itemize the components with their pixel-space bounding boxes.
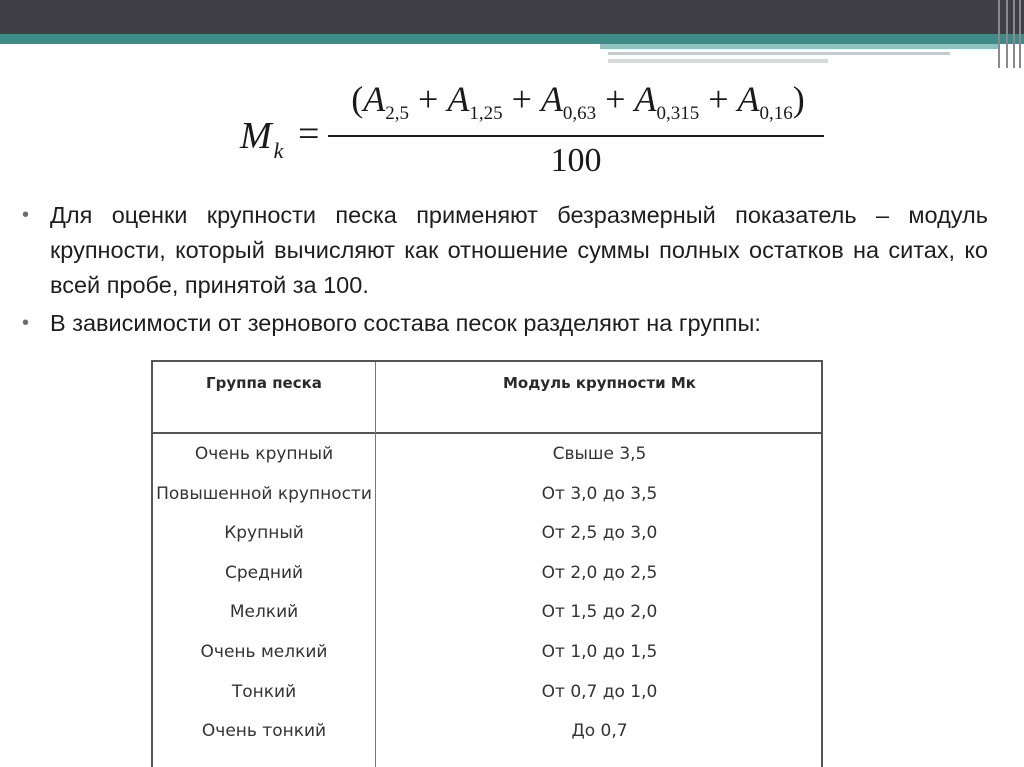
formula-term: $A_{1,25}$ xyxy=(447,79,503,125)
close-paren: ) xyxy=(792,79,805,119)
header-vertical-stripe xyxy=(1006,0,1008,68)
table-row xyxy=(153,563,821,603)
bullet-dot-icon: • xyxy=(22,204,30,226)
cell-modulus: От 2,0 до 2,5 xyxy=(541,563,658,583)
cell-group: Мелкий xyxy=(229,602,299,622)
plus-sign: + xyxy=(596,79,635,119)
cell-group: Крупный xyxy=(224,523,304,543)
cell-modulus: От 3,0 до 3,5 xyxy=(541,484,658,504)
fraction-line xyxy=(328,135,824,137)
table-row xyxy=(153,523,821,563)
formula-term: $A_{0,63}$ xyxy=(540,79,597,125)
header-line-gray xyxy=(608,52,950,55)
cell-modulus: От 0,7 до 1,0 xyxy=(541,682,658,702)
column-header-modulus: Модуль крупности Мк xyxy=(503,374,696,392)
cell-group: Средний xyxy=(224,563,304,583)
cell-group: Повышенной крупности xyxy=(156,484,372,504)
bullet-dot-icon: • xyxy=(22,312,30,334)
header-bar-dark xyxy=(0,0,1024,34)
cell-modulus: До 0,7 xyxy=(571,721,628,741)
formula-equals: = xyxy=(298,113,320,155)
header-bar-light-teal xyxy=(600,44,1000,49)
bullet-item: • Для оценки крупности песка применяют безразмерный показатель – модуль крупности, который вычисляют как отношение суммы полных остатков на ситах, ко всей пробе, принятой за 100. xyxy=(22,198,988,303)
header-line-gray-short xyxy=(608,59,828,63)
cell-group: Тонкий xyxy=(231,682,297,702)
fineness-modulus-formula xyxy=(240,78,820,188)
cell-modulus: Свыше 3,5 xyxy=(552,444,647,464)
cell-group: Очень мелкий xyxy=(200,642,328,662)
formula-denominator: 100 xyxy=(550,142,602,179)
formula-term: $A_{0,315}$ xyxy=(634,79,700,125)
table-row xyxy=(153,682,821,722)
table-row xyxy=(153,721,821,761)
table-row xyxy=(153,642,821,682)
bullet-item: • В зависимости от зернового состава песок разделяют на группы: xyxy=(22,306,988,341)
cell-group: Очень крупный xyxy=(194,444,334,464)
plus-sign: + xyxy=(502,79,541,119)
cell-modulus: От 1,5 до 2,0 xyxy=(541,602,658,622)
header-vertical-stripe xyxy=(998,0,1000,68)
sand-groups-table xyxy=(151,360,823,767)
plus-sign: + xyxy=(699,79,738,119)
header-vertical-stripe xyxy=(1019,0,1021,68)
column-header-group: Группа песка xyxy=(206,374,322,392)
formula-lhs: $M_k$ xyxy=(240,115,284,163)
table-row xyxy=(153,484,821,524)
cell-group: Очень тонкий xyxy=(201,721,327,741)
cell-modulus: От 2,5 до 3,0 xyxy=(541,523,658,543)
formula-term: $A_{2,5}$ xyxy=(363,79,409,125)
header-bar-teal xyxy=(0,34,1024,44)
bullet-list xyxy=(22,198,988,341)
table-header xyxy=(153,362,821,434)
header-vertical-stripe xyxy=(1013,0,1015,68)
plus-sign: + xyxy=(409,79,448,119)
table-row xyxy=(153,444,821,484)
formula-term: $A_{0,16}$ xyxy=(737,79,793,125)
cell-modulus: От 1,0 до 1,5 xyxy=(541,642,658,662)
table-row xyxy=(153,602,821,642)
formula-numerator xyxy=(328,78,828,125)
open-paren: ( xyxy=(351,79,364,119)
